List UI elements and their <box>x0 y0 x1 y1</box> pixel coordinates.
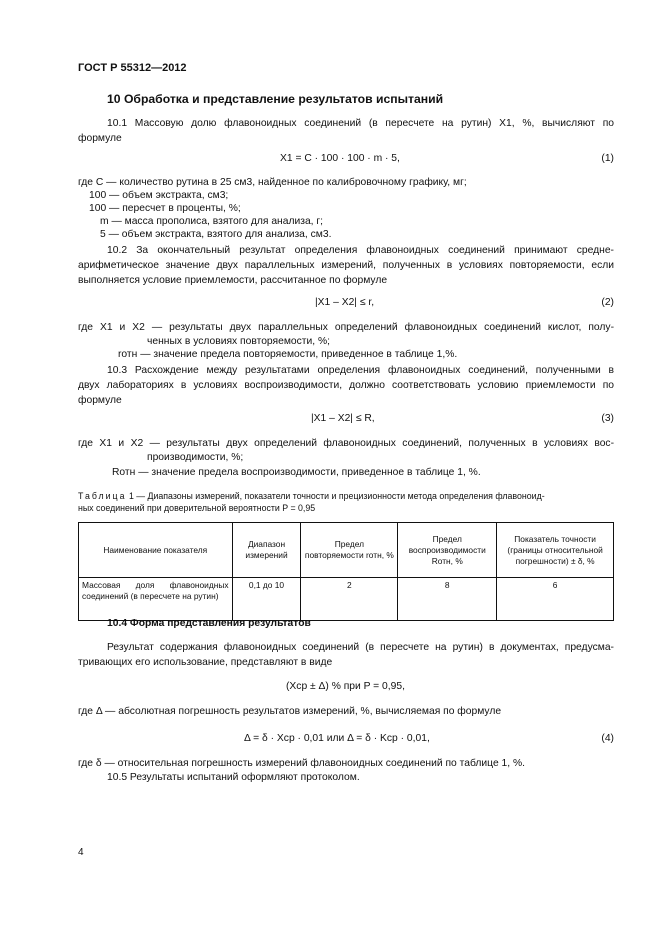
cell-reproducibility: 8 <box>398 578 497 621</box>
paragraph-10-3-line1: 10.3 Расхождение между результатами определения флавоноидных соединений, полученными в <box>107 365 614 376</box>
paragraph-10-1-line1: 10.1 Массовую долю флавоноидных соединений (в пересчете на рутин) X1, %, вычисляют по <box>107 118 614 129</box>
where-2-line1: где X1 и X2 — результаты двух параллельных определений флавоноидных соединений кислот, полу- <box>78 322 614 333</box>
table-caption-text: 1 — Диапазоны измерений, показатели точности и прецизионности метода определения флавоноид- <box>128 491 545 501</box>
header-reproducibility: Предел воспроизводимости Rотн, % <box>398 523 497 578</box>
formula-2-number: (2) <box>601 297 614 308</box>
where-item-100a: 100 — объем экстракта, см3; <box>89 190 229 201</box>
where-2-line2: ченных в условиях повторяемости, %; <box>147 336 330 347</box>
header-repeatability: Предел повторяемости rотн, % <box>301 523 398 578</box>
page-number: 4 <box>78 847 84 858</box>
table-header-row <box>79 523 614 578</box>
where-item-100b: 100 — пересчет в проценты, %; <box>89 203 241 214</box>
paragraph-10-3-line3: формуле <box>78 395 122 406</box>
section-10-4-title: 10.4 Форма представления результатов <box>107 618 311 629</box>
cell-repeatability: 2 <box>301 578 398 621</box>
where-3-line1: где X1 и X2 — результаты двух определений флавоноидных соединений, полученных в условиях вос- <box>78 438 614 449</box>
header-accuracy: Показатель точности (границы относительной погрешности) ± δ, % <box>497 523 614 578</box>
formula-1-number: (1) <box>601 153 614 164</box>
paragraph-10-1-line2: формуле <box>78 133 122 144</box>
table-caption-line2: ных соединений при доверительной вероятности P = 0,95 <box>78 503 316 513</box>
where-2-r: rотн — значение предела повторяемости, приведенное в таблице 1,%. <box>118 349 458 360</box>
formula-3-number: (3) <box>601 413 614 424</box>
paragraph-10-5: 10.5 Результаты испытаний оформляют протоколом. <box>107 772 360 783</box>
formula-result-expression: (Xср ± Δ) % при P = 0,95, <box>286 681 405 692</box>
where-item-c: где C — количество рутина в 25 см3, найденное по калибровочному графику, мг; <box>78 177 467 188</box>
table-1 <box>78 522 614 621</box>
header-indicator: Наименование показателя <box>79 523 233 578</box>
cell-range: 0,1 до 10 <box>232 578 301 621</box>
table-caption-word: Таблица <box>78 491 127 501</box>
section-10-title: 10 Обработка и представление результатов испытаний <box>107 92 444 106</box>
paragraph-10-2-line1: 10.2 За окончательный результат определения флавоноидных соединений принимают средне- <box>107 245 614 256</box>
header-range: Диапазон измерений <box>232 523 301 578</box>
formula-4-number: (4) <box>601 733 614 744</box>
paragraph-10-4-line1: Результат содержания флавоноидных соединений (в пересчете на рутин) в документах, предусма- <box>107 642 614 653</box>
table-1-caption <box>78 490 614 514</box>
where-3-line2: производимости, %; <box>147 452 244 463</box>
formula-2-expression: |X1 – X2| ≤ r, <box>315 297 375 308</box>
delta-relative-definition: где δ — относительная погрешность измерений флавоноидных соединений по таблице 1, %. <box>78 758 525 769</box>
where-item-m: m — масса прополиса, взятого для анализа, г; <box>100 216 324 227</box>
formula-1-expression: X1 = C · 100 · 100 · m · 5, <box>280 153 400 164</box>
formula-3-expression: |X1 – X2| ≤ R, <box>311 413 375 424</box>
cell-indicator: Массовая доля флавоноидных соединений (в пересчете на рутин) <box>79 578 233 621</box>
paragraph-10-4-line2: тривающих его использование, представляют в виде <box>78 657 333 668</box>
paragraph-10-3-line2: двух лабораториях в условиях воспроизводимости, должно соответствовать условию приемлемости по <box>78 380 614 391</box>
formula-4-expression: Δ = δ · Xср · 0,01 или Δ = δ · Kср · 0,01, <box>244 733 430 744</box>
paragraph-10-2-line2: арифметическое значение двух параллельных измерений, полученных в условиях повторяемости, если <box>78 260 614 271</box>
standard-header: ГОСТ Р 55312—2012 <box>78 62 187 74</box>
paragraph-10-2-line3: выполняется условие приемлемости, рассчитанное по формуле <box>78 275 388 286</box>
cell-accuracy: 6 <box>497 578 614 621</box>
where-item-5: 5 — объем экстракта, взятого для анализа, см3. <box>100 229 332 240</box>
table-row <box>79 578 614 621</box>
delta-definition: где Δ — абсолютная погрешность результатов измерений, %, вычисляемая по формуле <box>78 706 502 717</box>
where-3-r: Rотн — значение предела воспроизводимости, приведенное в таблице 1, %. <box>112 467 481 478</box>
